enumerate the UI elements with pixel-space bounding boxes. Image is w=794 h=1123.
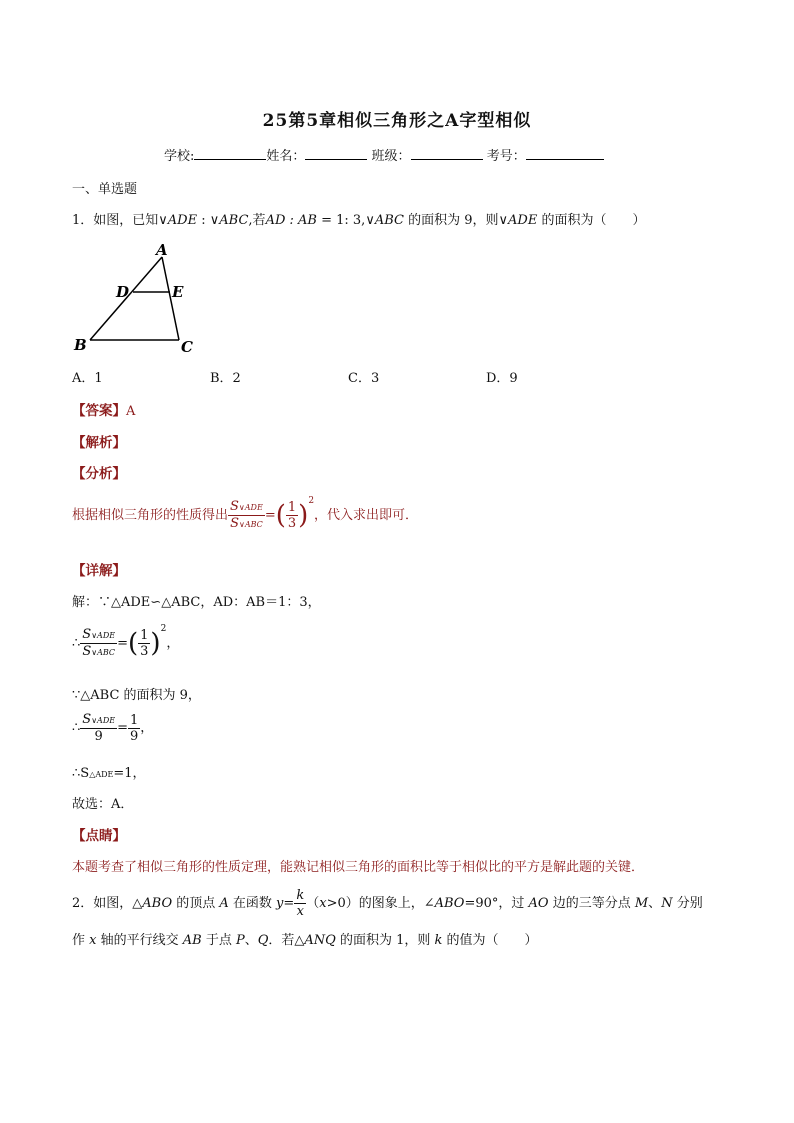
s-symbol: S <box>82 627 92 642</box>
k-over-x-fraction <box>294 888 306 919</box>
sub-ade: ∨ADE <box>91 716 116 725</box>
triangle-figure <box>70 240 200 360</box>
q2-t: =90°，过 <box>464 896 529 911</box>
q1-triangle-abc: ∨ABC <box>209 213 249 228</box>
s-symbol: S <box>230 499 239 514</box>
area-ratio-fraction <box>80 627 117 660</box>
q2-t: = <box>283 896 295 911</box>
q2-t: 轴的平行线交 <box>96 933 183 948</box>
therefore-symbol: ∴ <box>72 720 81 736</box>
square-exponent: 2 <box>160 624 167 634</box>
q2-t: 在函数 <box>228 896 277 911</box>
class-blank <box>411 147 483 160</box>
jiexi-tag: 【解析】 <box>72 435 126 451</box>
school-label: 学校: <box>164 149 195 164</box>
line5-prefix: ∴S <box>72 766 90 781</box>
q2-t: P <box>235 933 245 948</box>
q2-t: ABO <box>142 896 173 911</box>
fenxi-text <box>72 496 418 532</box>
left-paren: ( <box>127 628 139 659</box>
school-blank <box>194 147 266 160</box>
q2-t: 于点 <box>201 933 236 948</box>
exam-no-label: 考号： <box>486 149 526 164</box>
line5-tail: =1， <box>113 766 146 781</box>
header-fields <box>164 145 604 164</box>
answer-line <box>72 399 135 419</box>
q2-t: 的面积为 1，则 <box>335 933 435 948</box>
q1-triangle-abc-2: ∨ABC <box>365 213 404 228</box>
q2-t: 的顶点 <box>172 896 220 911</box>
label-a: A <box>156 241 168 259</box>
denominator: 3 <box>287 516 297 531</box>
q2-t: x <box>319 896 327 911</box>
q2-t: x <box>89 933 97 948</box>
name-blank <box>305 147 367 160</box>
equals: = <box>264 508 276 523</box>
dianjing-tag: 【点睛】 <box>72 828 126 844</box>
q1-ratio: AD : AB <box>265 213 317 228</box>
denominator-x: x <box>296 904 304 919</box>
area-ratio-fraction <box>228 499 265 532</box>
label-e: E <box>172 283 184 301</box>
q2-t: （ <box>306 896 320 911</box>
fenxi-prefix: 根据相似三角形的性质得出 <box>72 508 229 523</box>
option-b: B．2 <box>210 371 241 386</box>
q2-t: ANQ <box>304 933 336 948</box>
dianjing-text: 本题考查了相似三角形的性质定理，能熟记相似三角形的面积比等于相似比的平方是解此题的关键． <box>72 860 645 875</box>
label-c: C <box>181 338 193 356</box>
sub-ade: ∨ADE <box>91 631 116 640</box>
q2-t: k <box>434 933 443 948</box>
name-label: 姓名： <box>266 149 306 164</box>
answer-value: A <box>126 404 136 419</box>
q2-t: A <box>219 896 229 911</box>
q2-t: ．若△ <box>268 933 305 948</box>
label-b: B <box>74 336 87 354</box>
q1-tail: 的面积为（ ） <box>537 213 646 228</box>
q2-line-2 <box>72 929 538 948</box>
right-paren: ) <box>150 628 161 659</box>
solution-line-5 <box>72 762 146 781</box>
area-over-nine-fraction <box>80 712 117 744</box>
line5-sub: △ADE <box>89 770 114 779</box>
exam-no-blank <box>526 147 604 160</box>
q1-area-text: 的面积为 9，则 <box>403 213 499 228</box>
q2-t: AB <box>182 933 202 948</box>
solution-line-2 <box>72 624 179 660</box>
solution-line-3: ∵△ABC 的面积为 9， <box>72 688 201 703</box>
equals: = <box>117 636 128 651</box>
option-d: D．9 <box>486 371 518 386</box>
page-title: 25第5章相似三角形之A字型相似 <box>262 111 532 131</box>
numerator: 1 <box>287 500 297 515</box>
q2-t: 分别 <box>672 896 703 911</box>
comma: ， <box>140 720 154 736</box>
q2-t: y <box>276 896 284 911</box>
option-a: A．1 <box>72 371 103 386</box>
sub-ade: ∨ADE <box>238 503 263 512</box>
numerator-k: k <box>296 888 305 903</box>
fenxi-tag: 【分析】 <box>72 466 126 482</box>
right-paren: ) <box>298 500 309 531</box>
solution-line-1: 解：∵△ADE∽△ABC，AD：AB＝1：3， <box>72 595 321 610</box>
one-third-fraction <box>138 628 150 659</box>
left-paren: ( <box>275 500 286 531</box>
fenxi-suffix: ，代入求出即可． <box>314 508 419 523</box>
q1-prefix: 1．如图，已知 <box>72 213 159 228</box>
q1-triangle-ade: ∨ADE <box>158 213 198 228</box>
label-d: D <box>116 283 130 301</box>
solution-line-4 <box>72 712 153 744</box>
numerator: 1 <box>140 628 149 643</box>
q1-ratio-val: = 1: 3, <box>316 213 366 228</box>
q2-t: Q <box>257 933 269 948</box>
comma: ， <box>166 636 180 651</box>
one-ninth-fraction <box>128 713 140 744</box>
q2-t: 作 <box>72 933 90 948</box>
class-label: 班级： <box>371 149 411 164</box>
q2-t: N <box>661 896 673 911</box>
denominator: 3 <box>140 644 149 659</box>
s-symbol: S <box>230 516 239 531</box>
sub-abc: ∨ABC <box>238 520 263 529</box>
sub-abc: ∨ABC <box>91 648 116 657</box>
q2-t: 、 <box>244 933 258 948</box>
q2-t: AO <box>528 896 549 911</box>
denominator: 9 <box>94 729 103 744</box>
numerator: 1 <box>129 712 139 728</box>
one-third-fraction <box>286 500 298 531</box>
denominator: 9 <box>129 728 139 744</box>
q2-t: 边的三等分点 <box>548 896 635 911</box>
q2-t: M <box>634 896 649 911</box>
q2-t: ABO <box>434 896 465 911</box>
q2-t: 、 <box>648 896 662 911</box>
q1-triangle-ade-2: ∨ADE <box>498 213 538 228</box>
q2-t: >0）的图象上，∠ <box>326 896 435 911</box>
solution-line-6: 故选：A． <box>72 797 134 812</box>
s-symbol: S <box>82 712 92 727</box>
q2-line-1 <box>72 888 703 919</box>
square-exponent: 2 <box>308 496 315 506</box>
q2-t: 的值为（ ） <box>442 933 538 948</box>
q1-sim: : <box>197 213 210 228</box>
section-heading: 一、单选题 <box>72 182 138 197</box>
equals: = <box>117 720 128 736</box>
q1-mid: ,若 <box>248 213 266 228</box>
s-symbol: S <box>82 644 92 659</box>
q2-t: 2．如图，△ <box>72 896 143 911</box>
xiangjie-tag: 【详解】 <box>72 563 126 579</box>
q1-stem <box>72 209 645 228</box>
therefore-symbol: ∴ <box>72 636 81 651</box>
answer-tag: 【答案】 <box>72 403 126 419</box>
option-c: C．3 <box>348 371 380 386</box>
